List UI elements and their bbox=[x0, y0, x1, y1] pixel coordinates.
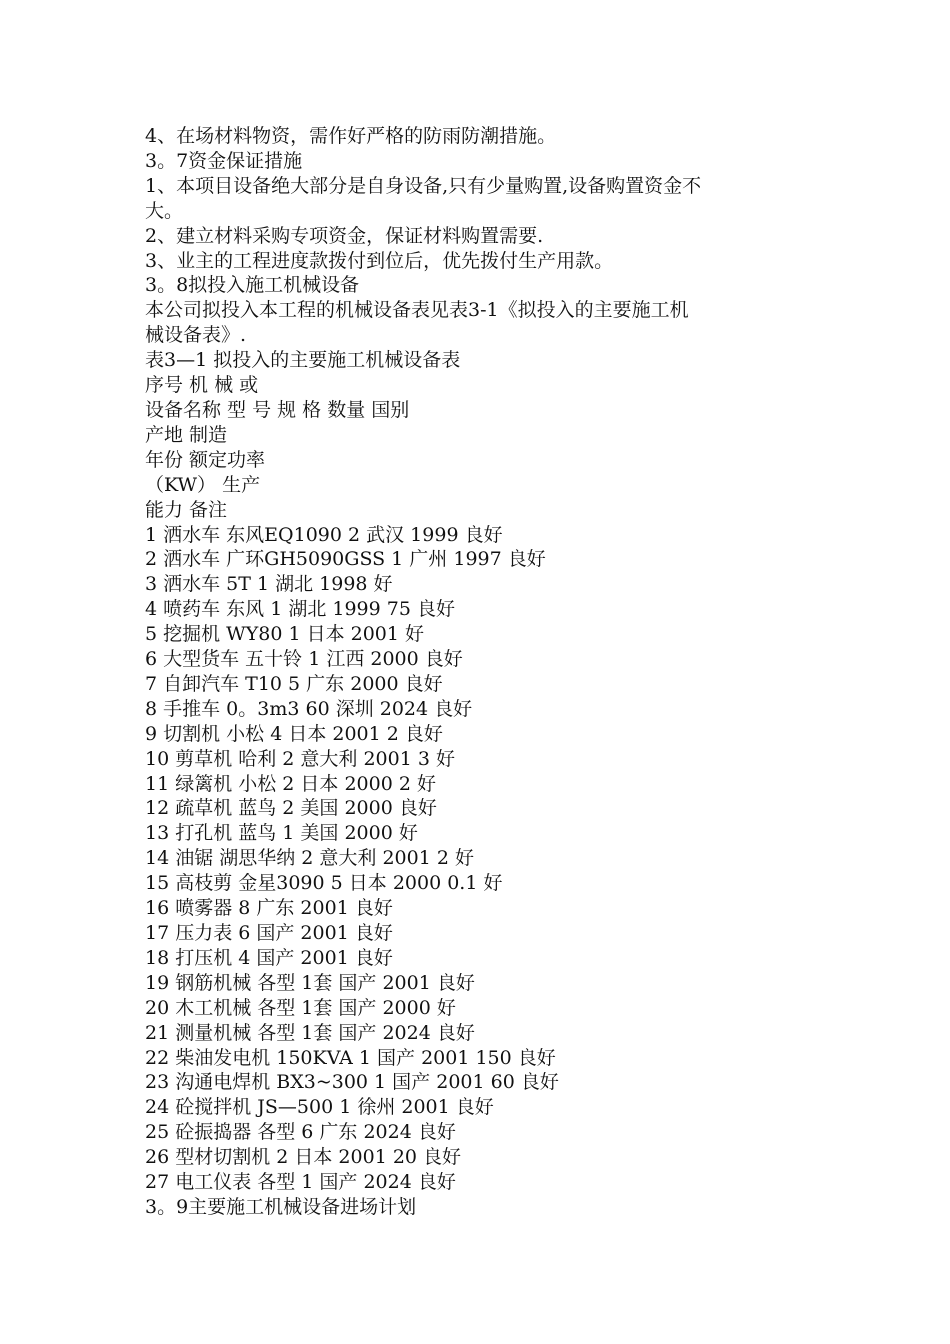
text-line: 1、本项目设备绝大部分是自身设备,只有少量购置,设备购置资金不 bbox=[145, 174, 702, 197]
table-row: 1 洒水车 东风EQ1090 2 武汉 1999 良好 bbox=[145, 523, 503, 546]
table-row: 19 钢筋机械 各型 1套 国产 2001 良好 bbox=[145, 971, 475, 994]
text-line: 2、建立材料采购专项资金，保证材料购置需要. bbox=[145, 224, 544, 247]
table-row: 17 压力表 6 国产 2001 良好 bbox=[145, 922, 393, 944]
table-row: 12 疏草机 蓝鸟 2 美国 2000 良好 bbox=[145, 797, 437, 820]
section-heading: 3。9主要施工机械设备进场计划 bbox=[145, 1195, 417, 1218]
table-row: 14 油锯 湖思华纳 2 意大利 2001 2 好 bbox=[145, 847, 474, 870]
text-line: 4、在场材料物资，需作好严格的防雨防潮措施。 bbox=[145, 125, 557, 147]
table-row: 23 沟通电焊机 BX3~300 1 国产 2001 60 良好 bbox=[145, 1071, 559, 1094]
table-header-line: 产地 制造 bbox=[145, 423, 228, 446]
table-header-line: 设备名称 型 号 规 格 数量 国别 bbox=[145, 398, 410, 421]
table-row: 18 打压机 4 国产 2001 良好 bbox=[145, 946, 393, 969]
table-row: 8 手推车 0。3m3 60 深圳 2024 良好 bbox=[145, 697, 473, 720]
table-row: 5 挖掘机 WY80 1 日本 2001 好 bbox=[145, 623, 425, 646]
table-row: 4 喷药车 东风 1 湖北 1999 75 良好 bbox=[145, 598, 455, 621]
table-row: 11 绿篱机 小松 2 日本 2000 2 好 bbox=[145, 772, 436, 795]
table-row: 27 电工仪表 各型 1 国产 2024 良好 bbox=[145, 1171, 456, 1194]
table-row: 6 大型货车 五十铃 1 江西 2000 良好 bbox=[145, 648, 463, 671]
text-line: 3、业主的工程进度款拨付到位后，优先拨付生产用款。 bbox=[145, 249, 614, 272]
text-line: 大。 bbox=[145, 199, 184, 222]
table-row: 22 柴油发电机 150KVA 1 国产 2001 150 良好 bbox=[145, 1046, 556, 1069]
table-header-line: 能力 备注 bbox=[145, 498, 228, 521]
text-line: 本公司拟投入本工程的机械设备表见表3-1《拟投入的主要施工机 bbox=[145, 299, 689, 322]
table-row: 13 打孔机 蓝鸟 1 美国 2000 好 bbox=[145, 822, 418, 845]
section-heading: 3。8拟投入施工机械设备 bbox=[145, 274, 360, 297]
table-row: 15 高枝剪 金星3090 5 日本 2000 0.1 好 bbox=[145, 872, 503, 895]
table-row: 25 砼振捣器 各型 6 广东 2024 良好 bbox=[145, 1121, 456, 1144]
section-heading: 3。7资金保证措施 bbox=[145, 149, 303, 172]
table-header-line: 序号 机 械 或 bbox=[145, 374, 259, 397]
document-body bbox=[145, 124, 810, 1220]
table-row: 20 木工机械 各型 1套 国产 2000 好 bbox=[145, 996, 456, 1019]
table-row: 26 型材切割机 2 日本 2001 20 良好 bbox=[145, 1146, 462, 1169]
table-row: 3 洒水车 5T 1 湖北 1998 好 bbox=[145, 573, 393, 596]
text-line: 械设备表》. bbox=[145, 324, 247, 347]
table-row: 9 切割机 小松 4 日本 2001 2 良好 bbox=[145, 722, 443, 745]
table-row: 24 砼搅拌机 JS—500 1 徐州 2001 良好 bbox=[145, 1096, 494, 1119]
table-row: 10 剪草机 哈利 2 意大利 2001 3 好 bbox=[145, 747, 455, 770]
table-header-line: （KW） 生产 bbox=[145, 473, 261, 496]
table-header-line: 年份 额定功率 bbox=[145, 448, 266, 471]
table-row: 2 洒水车 广环GH5090GSS 1 广州 1997 良好 bbox=[145, 548, 546, 571]
table-row: 7 自卸汽车 T10 5 广东 2000 良好 bbox=[145, 672, 443, 695]
table-row: 21 测量机械 各型 1套 国产 2024 良好 bbox=[145, 1021, 475, 1044]
table-title: 表3—1 拟投入的主要施工机械设备表 bbox=[145, 349, 461, 372]
table-row: 16 喷雾器 8 广东 2001 良好 bbox=[145, 897, 393, 920]
